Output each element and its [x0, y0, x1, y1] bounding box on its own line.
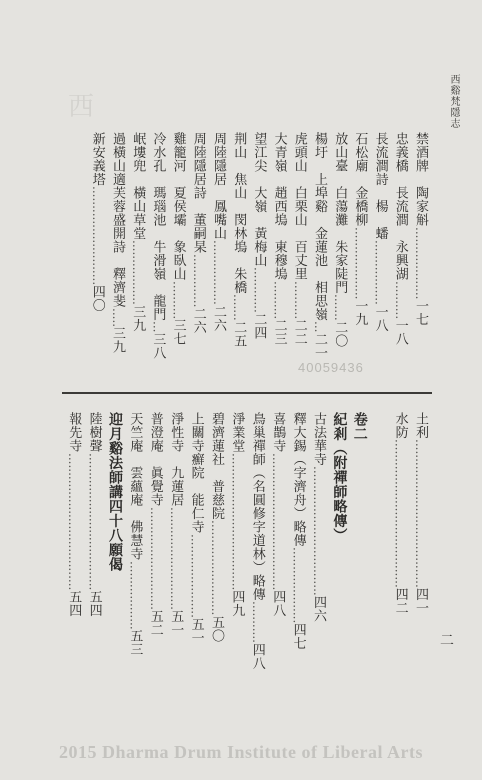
toc-entry-title: 天竺庵 雲蘊庵 佛慧寺 — [127, 412, 143, 561]
toc-entry-title: 虎頭山 白栗山 百丈里 — [291, 132, 307, 281]
toc-entry-title: 岷塿兜 橫山草堂 — [130, 132, 146, 240]
toc-entry-page: 五二 — [147, 609, 163, 637]
leader-dots: ... — [150, 321, 165, 333]
toc-entry-page: 一八 — [392, 318, 408, 346]
toc-entry — [292, 412, 305, 702]
toc-entry-page: 二二 — [291, 318, 307, 346]
toc-entry-page: 二四 — [251, 312, 267, 340]
toc-entry-title: 過橫山適芙蓉盛開詩 釋濟斐 — [110, 132, 125, 308]
toc-entry — [251, 412, 264, 702]
toc-entry-page: 四二 — [392, 587, 408, 615]
leader-dots: ................... — [413, 226, 427, 299]
toc-entry — [232, 132, 245, 374]
leader-dots: .................................... — [86, 452, 101, 590]
toc-entry-page: 二五 — [231, 320, 247, 348]
leader-dots: .................................. — [311, 466, 325, 596]
toc-entry-page: 四九 — [229, 589, 245, 617]
leader-dots: ........................... — [147, 506, 162, 610]
toc-entry-title: 長流澗詩 楊 蟠 — [372, 132, 388, 240]
toc-entry — [88, 412, 101, 702]
toc-entry-title: 土利 — [413, 412, 428, 439]
toc-entry — [353, 132, 366, 374]
leader-dots: .................................... — [229, 452, 244, 590]
leader-dots: .................... — [290, 547, 305, 624]
leader-dots: .......... — [271, 280, 286, 319]
toc-entry — [312, 412, 325, 702]
toc-entry-page: 四〇 — [89, 285, 105, 313]
toc-entry — [131, 132, 144, 374]
leader-dots: .................................... — [270, 452, 285, 590]
toc-entry-title: 大青嶺 趙西塢 東穆塢 — [271, 132, 287, 281]
toc-entry-page: 五一 — [168, 609, 184, 637]
toc-entry — [394, 132, 407, 374]
toc-entry-title: 古法華寺 — [311, 412, 326, 466]
section-divider — [62, 392, 432, 394]
toc-entry — [67, 412, 80, 702]
leader-dots: .......... — [170, 280, 185, 319]
toc-entry-title: 上關寺癬院 能仁寺 — [188, 412, 204, 534]
toc-entry-page: 二六 — [190, 306, 206, 334]
toc-entry-title: 紀剎（附禪師略傳） — [331, 412, 348, 543]
toc-entry-title: 周陸隱居 鳳嘴山 — [211, 132, 226, 240]
toc-entry-page: 一九 — [352, 298, 368, 326]
toc-entry-title: 碧濟蓮社 普慈院 — [209, 412, 224, 520]
toc-entry-page: 四八 — [270, 589, 286, 617]
toc-entry — [190, 412, 203, 702]
toc-entry — [212, 132, 225, 374]
leader-dots: ....................................... — [413, 439, 427, 588]
toc-entry — [333, 132, 346, 374]
toc-entry-title: 鳥巢禪師（名圓修字道林）略傳 — [249, 412, 265, 601]
toc-entry-page: 三九 — [130, 304, 146, 332]
toc-entry — [394, 412, 407, 702]
toc-entry-title: 楊圩 上埠谿 金蓮池 相思嶺 — [312, 132, 327, 321]
toc-entry-page: 五三 — [127, 629, 143, 657]
toc-entry-title: 釋大錫（字濟舟）略傳 — [290, 412, 306, 547]
leader-dots: .................................... — [66, 452, 81, 590]
leader-dots: ... — [312, 321, 326, 333]
toc-entry-title: 望江尖 大嶺 黃梅山 — [251, 132, 267, 267]
toc-entry-title: 淨性寺 九蓮居 — [168, 412, 184, 507]
leader-dots: .............. — [190, 253, 205, 307]
library-stamp: 40059436 — [298, 360, 364, 375]
leader-dots: ..... — [110, 307, 124, 327]
toc-entry — [128, 412, 141, 702]
toc-entry — [271, 412, 284, 702]
toc-entry-title: 雞籠河 夏侯壩 象臥山 — [170, 132, 186, 281]
toc-entry — [210, 412, 223, 702]
leader-dots: ....... — [332, 294, 347, 321]
toc-entry-title: 喜鵲寺 — [270, 412, 286, 453]
leader-dots: ....................................... — [392, 439, 407, 588]
toc-entry-page: 五〇 — [209, 615, 224, 643]
toc-entry — [414, 412, 427, 702]
toc-entry — [414, 132, 427, 374]
leader-dots: .......... — [291, 280, 306, 319]
toc-entry-title: 冷水孔 瑪瑙池 牛滑嶺 龍門 — [150, 132, 166, 321]
toc-entry — [151, 132, 164, 374]
toc-entry-title: 報先寺 — [66, 412, 82, 453]
toc-entry-page: 一七 — [413, 298, 428, 326]
leader-dots: ....... — [231, 294, 246, 321]
toc-entry — [111, 132, 124, 374]
toc-entry-page: 五四 — [86, 589, 102, 617]
toc-entry — [353, 412, 367, 702]
toc-entry-title: 淨業堂 — [229, 412, 245, 453]
toc-entry — [149, 412, 162, 702]
toc-entry-title: 放山臺 白蕩灘 朱家陡門 — [332, 132, 348, 294]
toc-entry-title: 荆山 焦山 閔林塢 朱橋 — [231, 132, 247, 294]
toc-entry — [91, 132, 104, 374]
toc-entry-page: 三九 — [110, 326, 125, 354]
leader-dots: ................. — [211, 240, 225, 305]
toc-entry — [293, 132, 306, 374]
toc-entry-page: 二一 — [312, 332, 327, 360]
toc-entry — [230, 412, 243, 702]
leader-dots: ................... — [352, 226, 367, 299]
toc-entry-title: 忠義橋 長流澗 永興湖 — [392, 132, 408, 281]
toc-entry-page: 四八 — [249, 642, 265, 670]
toc-entry-page: 五四 — [66, 589, 82, 617]
leader-dots: .................. — [127, 560, 142, 630]
toc-entry — [172, 132, 185, 374]
toc-entry-page: 三七 — [170, 318, 186, 346]
watermark: 2015 Dharma Drum Institute of Liberal Arts — [59, 742, 423, 762]
toc-entry-title: 石松廟 金橋柳 — [352, 132, 368, 227]
toc-entry-title: 周陸隱居詩 董嗣杲 — [190, 132, 206, 254]
leader-dots: ........... — [249, 601, 264, 643]
toc-entry-page: 二〇 — [332, 320, 348, 348]
leader-dots: .......................... — [89, 186, 104, 286]
toc-entry-page: 一八 — [372, 304, 388, 332]
toc-entry-title: 禁酒牌 陶家斛 — [413, 132, 428, 227]
toc-entry — [313, 132, 326, 374]
toc-entry-page: 五一 — [188, 617, 204, 645]
toc-entry — [192, 132, 205, 374]
toc-entry-title: 普澄庵 眞覺寺 — [147, 412, 163, 507]
toc-entry — [273, 132, 286, 374]
toc-entry — [374, 132, 387, 374]
running-title: 西谿梵隱志 — [448, 74, 459, 129]
leader-dots: ................. — [372, 240, 387, 305]
leader-dots: ................. — [130, 240, 145, 305]
leader-dots: ...................... — [188, 533, 203, 618]
toc-entry-page: 二三 — [271, 318, 287, 346]
toc-entry-page: 四六 — [311, 595, 326, 623]
toc-entry-title: 陸樹聲 — [86, 412, 102, 453]
leader-dots: ............ — [251, 267, 266, 313]
toc-entry-title: 卷二 — [351, 412, 368, 441]
bleed-through-character: 西 — [68, 92, 95, 122]
toc-entry — [108, 412, 122, 702]
toc-entry-page: 四一 — [413, 587, 428, 615]
leader-dots: ......................... — [209, 520, 223, 616]
toc-entry — [169, 412, 182, 702]
toc-entry-page: 四七 — [290, 623, 306, 651]
toc-entry-title: 新安義塔 — [89, 132, 105, 186]
leader-dots: ........................... — [168, 506, 183, 610]
toc-entry-title: 迎月谿法師講四十八願偈 — [107, 412, 123, 572]
leader-dots: .......... — [392, 280, 407, 319]
toc-entry-page: 三八 — [150, 332, 166, 360]
toc-entry-page: 二六 — [211, 304, 226, 332]
toc-entry — [332, 412, 346, 702]
toc-entry-title: 水防 — [392, 412, 408, 439]
toc-entry — [252, 132, 265, 374]
page-number: 二 — [440, 633, 454, 649]
